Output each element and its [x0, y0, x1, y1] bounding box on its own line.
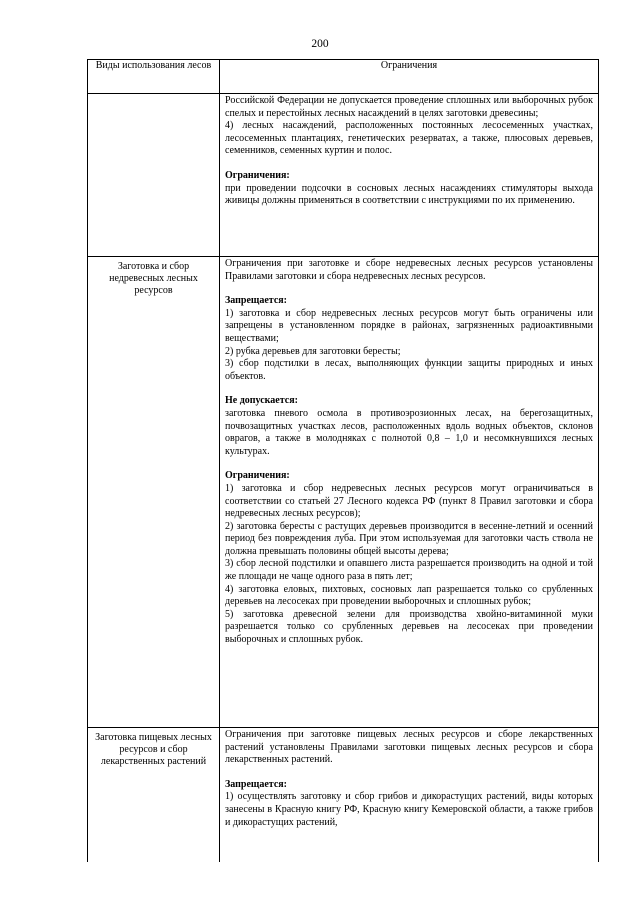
paragraph: 2) заготовка бересты с растущих деревьев производится в весенне-летний и осенний период без повреждения луба. При этом используемая для заготовки часть ствола не должна превышать половины общей высоты дерева; — [225, 520, 593, 557]
spacer — [225, 283, 593, 295]
paragraph: 1) заготовка и сбор недревесных лесных ресурсов могут ограничиваться в соответствии со статьей 27 Лесного кодекса РФ (пункт 8 Правил заготовки и сбора недревесных лесных ресурсов); — [225, 482, 593, 520]
paragraph: 1) осуществлять заготовку и сбор грибов и дикорастущих растений, виды которых занесены в Красную книгу РФ, Красную книгу Кемеровской области, а также грибов и дикорастущих растений, — [225, 791, 593, 828]
table-row — [88, 94, 599, 257]
restrictions-table — [87, 59, 599, 862]
spacer — [225, 383, 593, 395]
table-row — [88, 728, 599, 863]
table-header-row — [88, 60, 599, 94]
section-heading: Запрещается: — [225, 778, 288, 790]
header-forest-use-types: Виды использования лесов — [88, 60, 220, 94]
paragraph: заготовка пневого осмола в противоэрозионных лесах, на берегозащитных, почвозащитных участках лесов, расположенных вдоль водных объектов, склонов оврагов, а также в молодняках с полнотой 0,8 – 1,0 и несомкнувшихся лесных культурах. — [225, 407, 593, 457]
row-use-type: Заготовка и сбор недревесных лесных ресурсов — [88, 257, 220, 728]
section-heading: Ограничения: — [225, 169, 290, 181]
table-row — [88, 257, 599, 728]
page-number: 200 — [311, 38, 329, 50]
spacer — [225, 767, 593, 779]
header-restrictions: Ограничения — [220, 60, 599, 94]
paragraph: Российской Федерации не допускается проведение сплошных или выборочных рубок спелых и перестойных лесных насаждений в целях заготовки древесины; — [225, 95, 593, 119]
row-restrictions — [220, 94, 599, 257]
spacer — [225, 458, 593, 470]
paragraph: 5) заготовка древесной зелени для производства хвойно-витаминной муки разрешается только со срубленных деревьев на лесосеках при проведении выборочных и сплошных рубок. — [225, 608, 593, 646]
row-restrictions — [220, 728, 599, 863]
spacer — [225, 158, 593, 170]
row-use-type: Заготовка пищевых лесных ресурсов и сбор лекарственных растений — [88, 728, 220, 863]
paragraph: Ограничения при заготовке и сборе недревесных лесных ресурсов установлены Правилами заготовки и сбора недревесных лесных ресурсов. — [225, 258, 593, 282]
section-heading: Не допускается: — [225, 395, 298, 407]
section-heading: Ограничения: — [225, 470, 290, 482]
paragraph: Ограничения при заготовке пищевых лесных ресурсов и сборе лекарственных растений установлены Правилами заготовки пищевых лесных ресурсов и сбора лекарственных растений. — [225, 729, 593, 766]
paragraph: 3) сбор подстилки в лесах, выполняющих функции защиты природных и иных объектов. — [225, 358, 593, 382]
paragraph: 3) сбор лесной подстилки и опавшего листа разрешается производить на одной и той же площади не чаще одного раза в пять лет; — [225, 558, 593, 583]
section-heading: Запрещается: — [225, 295, 288, 307]
paragraph: при проведении подсочки в сосновых лесных насаждениях стимуляторы выхода живицы должны применяться в соответствии с инструкциями по их применению. — [225, 182, 593, 207]
row-use-type — [88, 94, 220, 257]
paragraph: 4) лесных насаждений, расположенных постоянных лесосеменных участках, лесосеменных плантациях, генетических резерватах, а также, плюсовых деревьев, семенников, семенных куртин и полос. — [225, 120, 593, 157]
paragraph: 2) рубка деревьев для заготовки бересты; — [225, 345, 401, 357]
paragraph: 4) заготовка еловых, пихтовых, сосновых лап разрешается только со срубленных деревьев на лесосеках при проведении выборочных и сплошных рубок; — [225, 583, 593, 608]
row-restrictions — [220, 257, 599, 728]
paragraph: 1) заготовка и сбор недревесных лесных ресурсов могут быть ограничены или запрещены в установленном порядке в районах, загрязненных радиоактивными веществами; — [225, 307, 593, 344]
